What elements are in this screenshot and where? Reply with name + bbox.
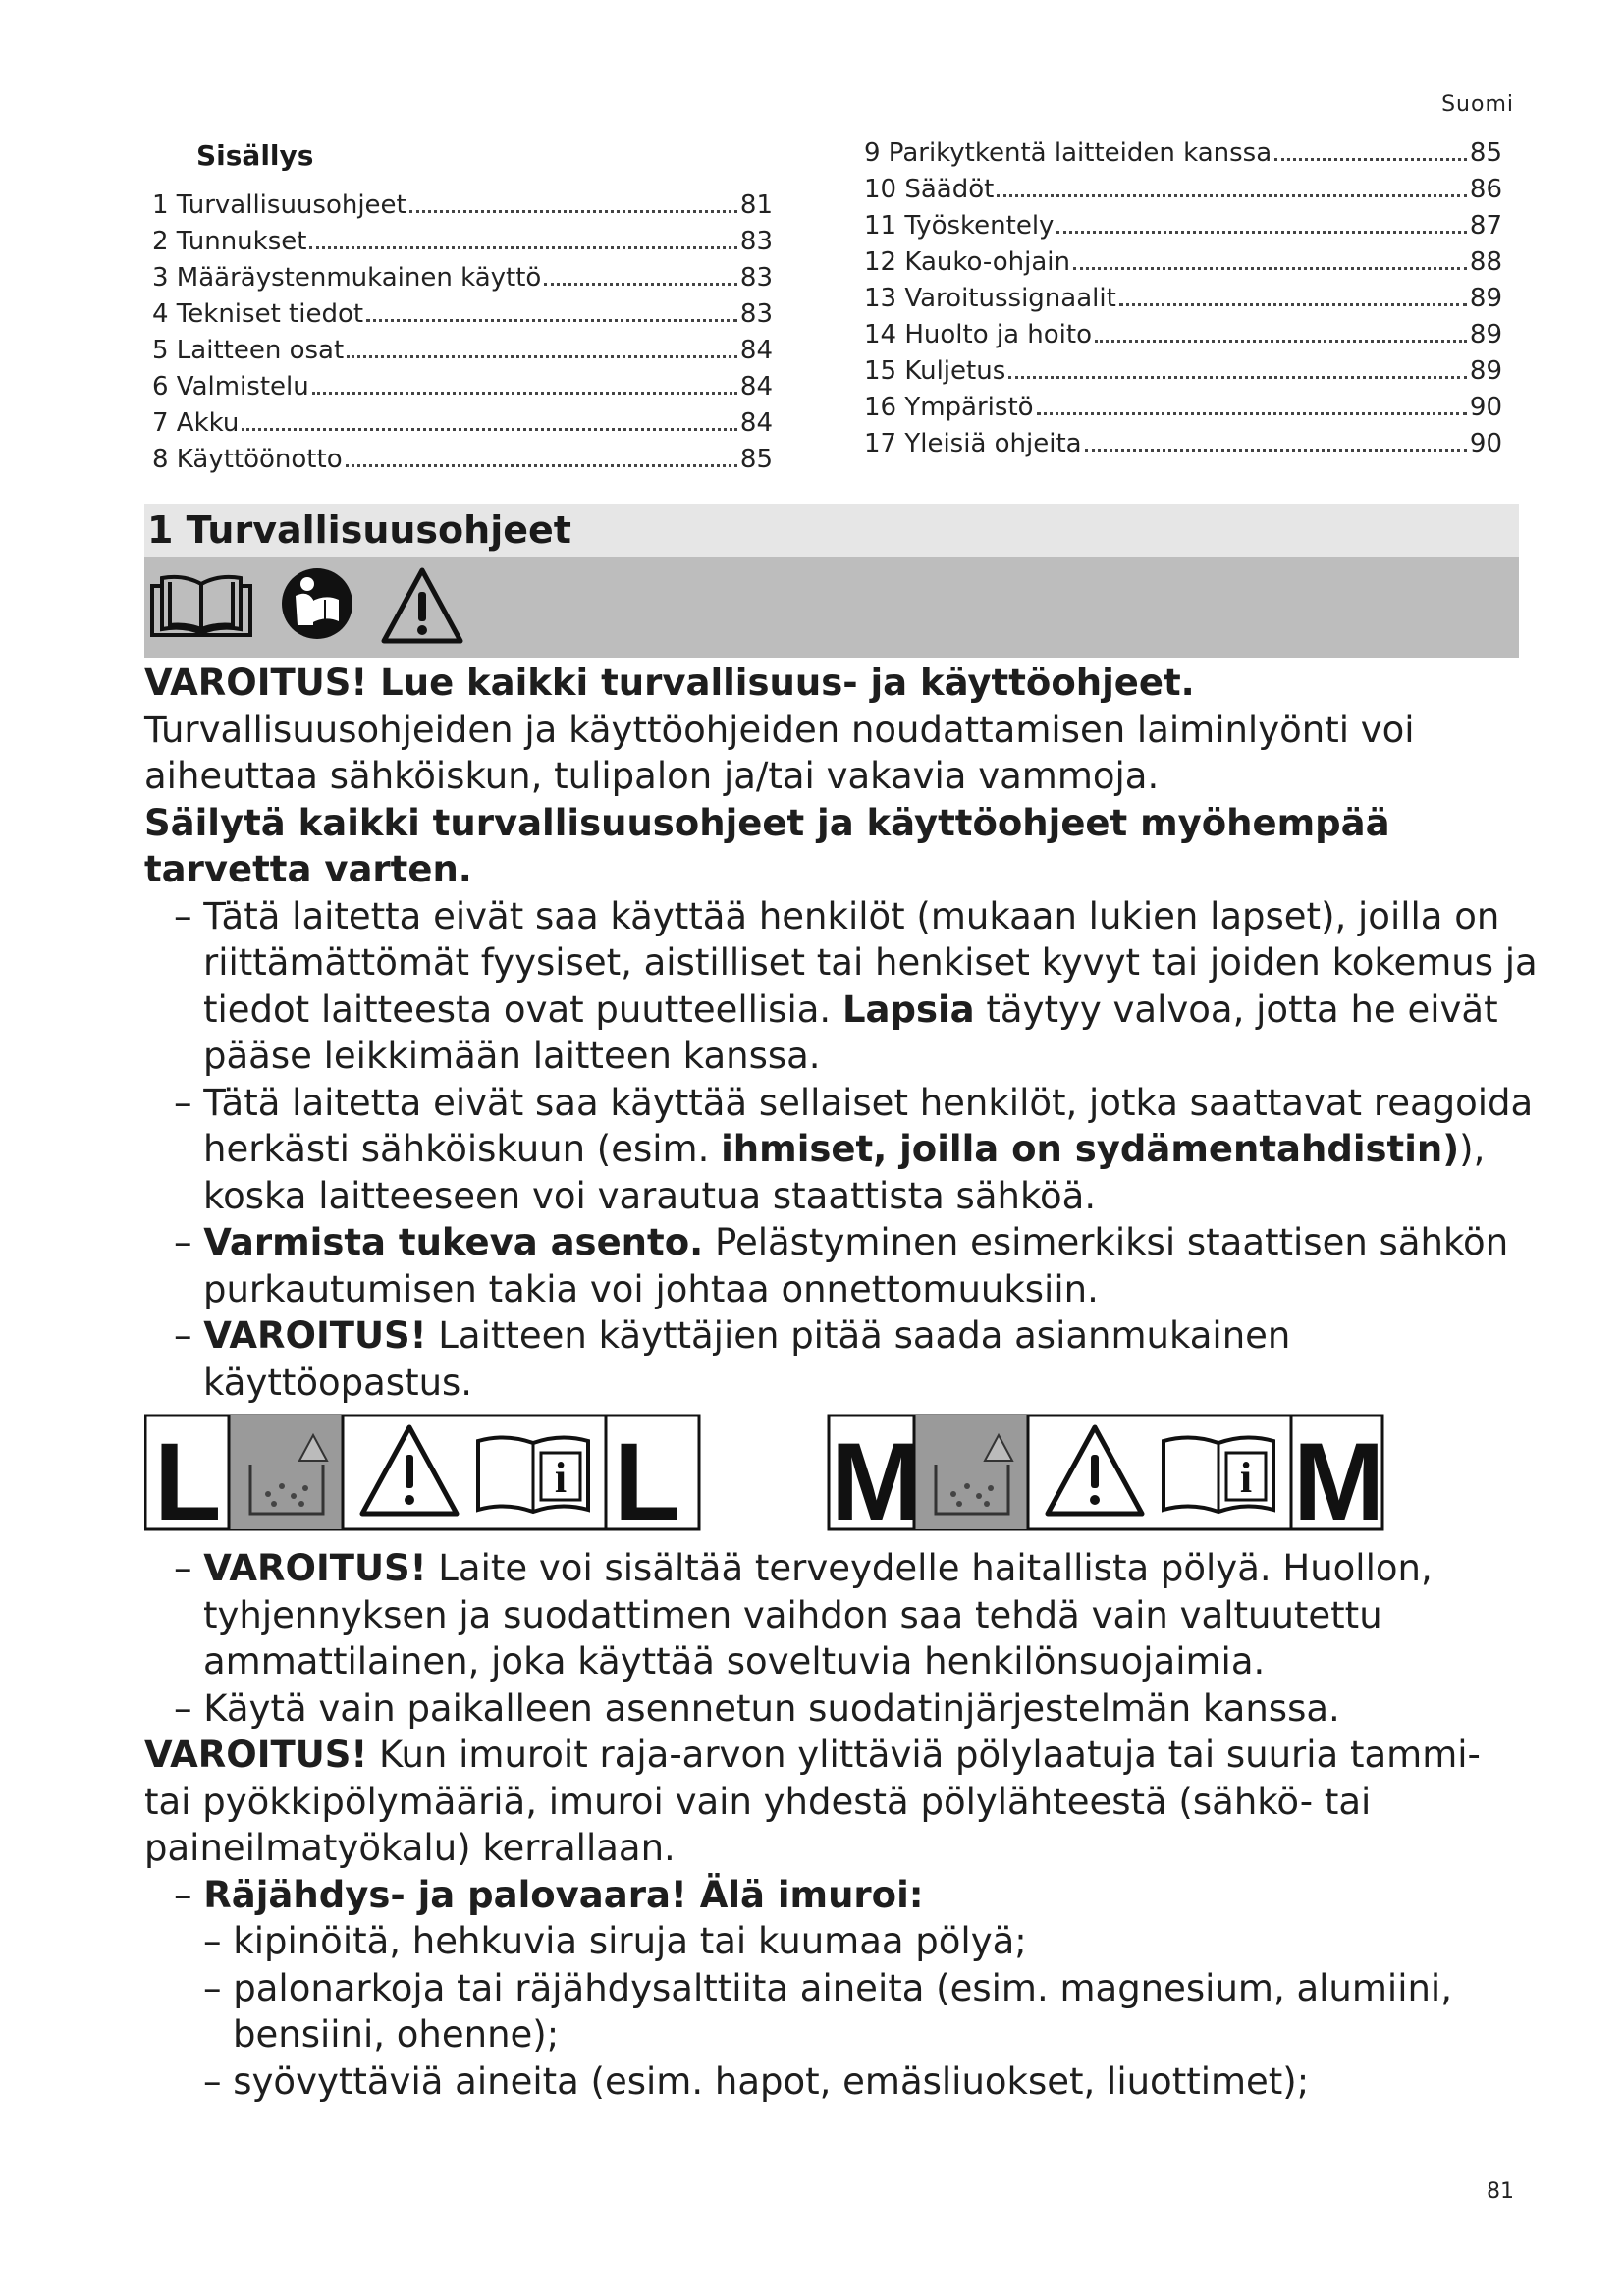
toc-left-column <box>152 190 773 481</box>
warning-triangle-icon <box>384 570 460 641</box>
list-item: – Varmista tukeva asento. Pelästyminen esimerkiksi staattisen sähkön purkautumisen takia voi johtaa onnettomuuksiin. <box>174 1221 1509 1310</box>
warning-paragraph: VAROITUS! Kun imuroit raja-arvon ylittäviä pölylaatuja tai suuria tammi- tai pyökkipölymääriä, imuroi vain yhdestä pölylähteestä (sähkö- tai paineilmatyökalu) kerrallaan. <box>144 1734 1481 1869</box>
list-item: – Räjähdys- ja palovaara! Älä imuroi: <box>174 1873 924 1916</box>
sub-list-item: – kipinöitä, hehkuvia siruja tai kuumaa pölyä; <box>203 1920 1027 1962</box>
list-item: – Tätä laitetta eivät saa käyttää henkilöt (mukaan lukien lapset), joilla on riittämättömät fyysiset, aistilliset tai henkiset kyvyt tai joiden kokemus ja tiedot laitteesta ovat puutteellisia. Lapsia täytyy valvoa, jotta he eivät pääse leikkimään laitteen kanssa. <box>174 894 1538 1077</box>
toc-title: Sisällys <box>196 139 314 172</box>
toc-right-column <box>864 138 1502 465</box>
section-heading: 1 Turvallisuusohjeet <box>144 504 1519 557</box>
language-label: Suomi <box>1441 92 1514 117</box>
sub-list-item: – syövyttäviä aineita (esim. hapot, emäsliuokset, liuottimet); <box>203 2059 1310 2103</box>
safety-symbols-band <box>144 557 1519 658</box>
toc-entry[interactable]: 2 Tunnukset 83 <box>152 227 773 256</box>
toc-entry[interactable]: 1 Turvallisuusohjeet 81 <box>152 190 773 220</box>
toc-entry[interactable]: 16 Ympäristö 90 <box>864 393 1502 422</box>
toc-entry[interactable]: 5 Laitteen osat 84 <box>152 336 773 365</box>
read-manual-icon <box>282 568 352 639</box>
list-item: – VAROITUS! Laite voi sisältää terveydelle haitallista pölyä. Huollon, tyhjennyksen ja suodattimen vaihdon saa tehdä vain valtuutettu ammattilainen, joka käyttää soveltuvia henkilönsuojaimia. <box>174 1547 1433 1682</box>
manual-book-icon <box>152 577 250 635</box>
list-item: – Käytä vain paikalleen asennetun suodatinjärjestelmän kanssa. <box>174 1686 1340 1730</box>
list-item: – Tätä laitetta eivät saa käyttää sellaiset henkilöt, jotka saattavat reagoida herkästi sähköiskuun (esim. ihmiset, joilla on sydämentahdistin)), koska laitteeseen voi varautua staattista sähköä. <box>174 1081 1534 1217</box>
toc-entry[interactable]: 14 Huolto ja hoito 89 <box>864 320 1502 349</box>
dust-class-letter-left: L <box>154 1420 222 1543</box>
toc-entry[interactable]: 12 Kauko-ohjain 88 <box>864 247 1502 277</box>
dust-class-letter-right: M <box>1293 1420 1385 1543</box>
page-number: 81 <box>1487 2179 1514 2204</box>
warning-paragraph: VAROITUS! Lue kaikki turvallisuus- ja käyttöohjeet. Turvallisuusohjeiden ja käyttöohjeiden noudattamisen laiminlyönti voi aiheuttaa sähköiskun, tulipalon ja/tai vakavia vammoja. <box>144 662 1415 797</box>
toc-entry[interactable]: 6 Valmistelu 84 <box>152 372 773 401</box>
keep-instructions-paragraph: Säilytä kaikki turvallisuusohjeet ja käyttöohjeet myöhempää tarvetta varten. <box>144 801 1390 890</box>
toc-entry[interactable]: 13 Varoitussignaalit 89 <box>864 284 1502 313</box>
toc-entry[interactable]: 4 Tekniset tiedot 83 <box>152 299 773 329</box>
dust-class-labels <box>144 1406 1539 1545</box>
toc-entry[interactable]: 8 Käyttöönotto 85 <box>152 445 773 474</box>
dust-class-letter-right: L <box>614 1420 681 1543</box>
toc-entry[interactable]: 15 Kuljetus 89 <box>864 356 1502 386</box>
info-letter: i <box>554 1454 568 1502</box>
toc-entry[interactable]: 9 Parikytkentä laitteiden kanssa 85 <box>864 138 1502 168</box>
section-body <box>144 660 1539 2105</box>
toc-entry[interactable]: 17 Yleisiä ohjeita 90 <box>864 429 1502 458</box>
sub-list-item: – palonarkoja tai räjähdysalttiita aineita (esim. magnesium, alumiini, bensiini, ohenne); <box>203 1966 1452 2056</box>
toc-entry[interactable]: 10 Säädöt 86 <box>864 175 1502 204</box>
info-letter: i <box>1239 1454 1253 1502</box>
list-item: – VAROITUS! Laitteen käyttäjien pitää saada asianmukainen käyttöopastus. <box>174 1314 1291 1404</box>
toc-entry[interactable]: 11 Työskentely 87 <box>864 211 1502 240</box>
toc-entry[interactable]: 3 Määräystenmukainen käyttö 83 <box>152 263 773 293</box>
toc-entry[interactable]: 7 Akku 84 <box>152 408 773 438</box>
dust-class-letter-left: M <box>831 1420 923 1543</box>
